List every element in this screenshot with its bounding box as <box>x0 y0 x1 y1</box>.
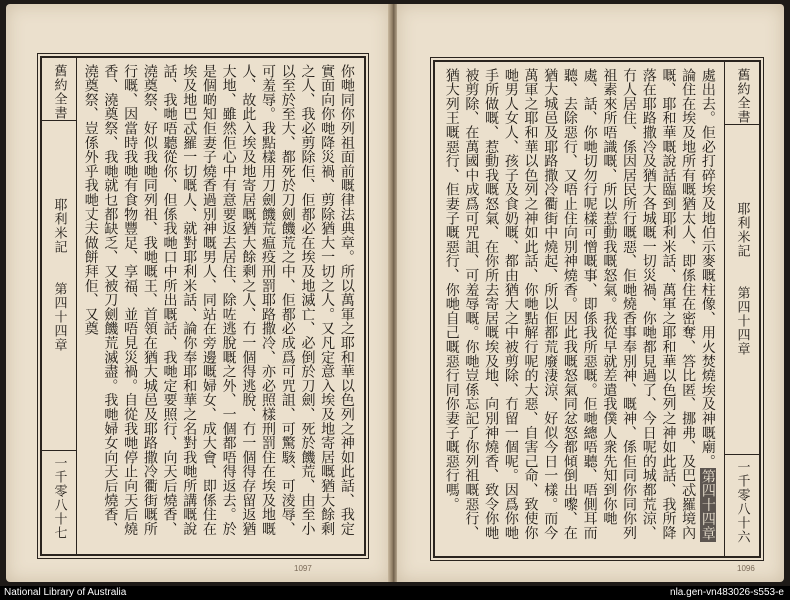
left-body-text-area <box>80 64 358 548</box>
left-header-title: 耶利米記 <box>51 198 67 254</box>
right-body-text <box>441 68 721 550</box>
left-pencil-number: 1097 <box>294 564 312 573</box>
right-body-text-area <box>441 68 721 550</box>
footer-library-name: National Library of Australia <box>4 587 127 598</box>
right-body-text-before: 處出去。佢必打碎埃及地伯示麥嘅柱像、用火焚燒埃及神嘅廟。 <box>699 68 716 469</box>
left-body-text: 你哋同你列祖面前嘅律法典章。所以萬軍之耶和華以色列之神如此話、我定實面向你哋降災禍、剪除猶大一切之人。又凡定意入埃及地寄居嘅猶大餘剩之人、我必剪除佢、佢都必在埃及地滅亡、必倒於刀劍、死於饑荒、由至小以至於至大、都死於刀劍饑荒之中、佢都必成爲可咒詛、可驚駭、可淩辱、可羞辱。我點樣用刀劍饑荒瘟疫刑罰耶路撒冷、亦必照樣刑罰住在埃及地嘅人、故此入埃及地寄居嘅猶大餘剩之人、冇一個得逃脫、冇一個得存留返猶大地、雖然佢心中有意要返去居住、除咗逃脫嘅之外、一個都唔得返去。於是個啲知佢妻子燒香過別神嘅男人、同站在旁邊嘅婦女、成大會、即係住在埃及地巴忒羅一切嘅人、就對耶利米話、論你奉耶和華之名對我哋所講嘅說話、我哋唔聽從你、但係我哋口中所出嘅話、我哋定要照行、向天后燒香、澆奠祭、好似我哋同列祖、我哋嘅王、首領在猶大城邑及耶路撒冷衢街嘅所行嘅、因當時我哋有食物豐足、享福、並唔見災禍。自從我哋停止向天后燒香、澆奠祭、我哋就乜都缺乏、又被刀劍饑荒滅盡。我哋婦女向天后燒香、澆奠祭、豈係外乎我哋丈夫做餅拜佢、又奠 <box>82 64 355 536</box>
right-body-text-after: 論住在埃及地所有嘅猶太人、即係住在密奪、答比匿、挪弗、及巴忒羅境內嘅、耶和華嘅說話臨到耶利米話、萬軍之耶和華以色列之神如此話、我所降落在耶路撒冷及猶大各城嘅一切災禍、你哋都見過了、今日呢的城都荒涼、冇人居住、係因居民所行嘅惡、佢哋燒香事奉別神、嘅神、係佢同你同你列祖素來所唔識嘅、所以惹動我嘅怒氣。我從早就差遣我僕人衆先知到你哋處、話、你哋切勿行呢樣可憎嘅事、即係我所惡嘅。佢哋總唔聽、唔側耳而聽、去除惡行、又唔止住向別神燒香。因此我嘅怒氣同忿怒都傾倒出嚟、在猶大城邑及耶路撒冷衢街中燒起、所以佢都荒廢淒涼、好似今日一樣。而今萬軍之耶和華以色列之神如此話、你哋點解行呢的大惡、自害己命、致使你哋男人女人、孩子及食奶嘅、都由猶大之中被剪除、冇留一個呢。因爲你哋手所做嘅、惹動我嘅怒氣、在你所去寄居嘅埃及地、向別神燒香、致令你哋被剪除、在萬國中成爲可咒詛、可羞辱嘅。你哋豈係忘記了你列祖嘅惡行、猶大列王嘅惡行、佢妻子嘅惡行、你哋自己嘅惡行同你妻子嘅惡行嗎。 <box>443 68 697 540</box>
right-header-chapter: 第四十四章 <box>734 286 750 356</box>
right-header-book: 舊約全書 <box>734 68 750 124</box>
left-header-page-number: 一千零八十七 <box>51 456 67 540</box>
chapter-heading-marker: 第四十四章 <box>699 469 716 541</box>
right-pencil-number: 1096 <box>737 564 755 573</box>
footer-identifier: nla.gen-vn483026-s553-e <box>670 587 784 598</box>
left-page <box>6 4 390 582</box>
right-text-frame <box>433 60 761 558</box>
left-text-frame <box>40 56 366 556</box>
right-page <box>397 4 784 582</box>
right-running-header <box>724 62 759 556</box>
footer-bar <box>0 586 790 600</box>
left-header-book: 舊約全書 <box>51 64 67 120</box>
left-header-chapter: 第四十四章 <box>51 282 67 352</box>
left-running-header <box>42 58 77 554</box>
right-header-page-number: 一千零八十六 <box>734 460 750 544</box>
right-header-title: 耶利米記 <box>734 202 750 258</box>
